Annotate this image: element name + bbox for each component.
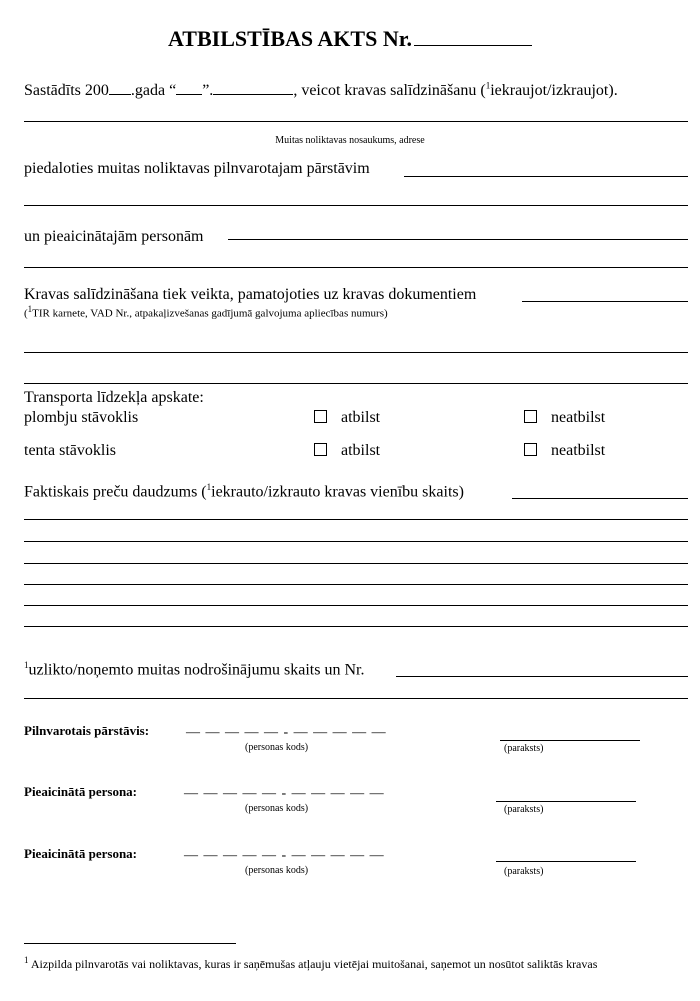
signature-caption-2: (paraksts) (504, 804, 544, 815)
quantity-label: Faktiskais preču daudzums ($^1$iekrauto/izkrauto kravas vienību skaits) (24, 482, 464, 501)
personal-code-field-1[interactable]: — — — — — - — — — — — (186, 725, 387, 740)
personal-code-caption-2: (personas kods) (245, 803, 309, 814)
tent-condition-label: tenta stāvoklis (24, 442, 116, 459)
personal-code-caption-1: (personas kods) (245, 742, 309, 753)
documents-label: Kravas salīdzināšana tiek veikta, pamatojoties uz kravas dokumentiem (24, 286, 477, 303)
documents-note: ($^1$TIR karnete, VAD Nr., atpakaļizvešanas gadījumā galvojuma apliecības numurs) (24, 304, 388, 320)
tent-not-ok-checkbox[interactable] (524, 443, 537, 456)
footnote-separator (24, 943, 236, 944)
signature-line-2[interactable] (496, 801, 636, 802)
document-title: ATBILSTĪBAS AKTS Nr. (0, 26, 700, 52)
documents-extra-line-1[interactable] (24, 352, 688, 353)
invited-label: un pieaicinātajām personām (24, 228, 204, 245)
act-number-field[interactable] (414, 27, 532, 46)
invited-field-line[interactable] (228, 239, 688, 240)
seals-field-line[interactable] (396, 676, 688, 677)
documents-extra-line-2[interactable] (24, 383, 688, 384)
signature-caption-1: (paraksts) (504, 743, 544, 754)
personal-code-field-3[interactable]: — — — — — - — — — — — (184, 848, 385, 863)
month-field[interactable] (213, 80, 293, 95)
signature-line-1[interactable] (500, 740, 640, 741)
quantity-line-3[interactable] (24, 563, 688, 564)
quantity-line-4[interactable] (24, 584, 688, 585)
signature-role-3: Pieaicinātā persona: (24, 846, 138, 861)
year-field[interactable] (109, 80, 131, 95)
quantity-line-6[interactable] (24, 626, 688, 627)
quantity-line-2[interactable] (24, 541, 688, 542)
representative-label: piedaloties muitas noliktavas pilnvarotajam pārstāvim (24, 160, 370, 177)
representative-extra-line[interactable] (24, 205, 688, 206)
signature-role-2: Pieaicinātā persona: (24, 784, 138, 799)
personal-code-field-2[interactable]: — — — — — - — — — — — (184, 786, 385, 801)
inspection-heading: Transporta līdzekļa apskate: (24, 389, 204, 406)
quantity-field-line[interactable] (512, 498, 688, 499)
seal-not-ok-option[interactable]: neatbilst (524, 409, 605, 427)
quantity-line-5[interactable] (24, 605, 688, 606)
seal-ok-option[interactable]: atbilst (314, 409, 380, 427)
footnote: $^1$ Aizpilda pilnvarotās vai noliktavas, kuras ir saņēmušas atļauju vietējai muitošanai, saņemot un nosūtot saliktās kravas (24, 955, 598, 971)
signature-caption-3: (paraksts) (504, 866, 544, 877)
tent-ok-checkbox[interactable] (314, 443, 327, 456)
warehouse-field-line[interactable] (24, 121, 688, 122)
representative-field-line[interactable] (404, 176, 688, 177)
tent-not-ok-option[interactable]: neatbilst (524, 442, 605, 460)
seal-ok-checkbox[interactable] (314, 410, 327, 423)
documents-field-line[interactable] (522, 301, 688, 302)
day-field[interactable] (176, 80, 202, 95)
personal-code-caption-3: (personas kods) (245, 865, 309, 876)
seal-condition-label: plombju stāvoklis (24, 409, 139, 426)
signature-line-3[interactable] (496, 861, 636, 862)
seal-not-ok-checkbox[interactable] (524, 410, 537, 423)
signature-role-1: Pilnvarotais pārstāvis: (24, 723, 150, 738)
seals-label: $^1$uzlikto/noņemto muitas nodrošinājumu skaits un Nr. (24, 660, 365, 679)
warehouse-caption: Muitas noliktavas nosaukums, adrese (275, 135, 425, 146)
tent-ok-option[interactable]: atbilst (314, 442, 380, 460)
quantity-line-1[interactable] (24, 519, 688, 520)
compiled-line: Sastādīts 200 .gada “ ”. , veicot kravas salīdzināšanu ($^1$iekraujot/izkraujot). (24, 80, 618, 99)
seals-extra-line[interactable] (24, 698, 688, 699)
invited-extra-line[interactable] (24, 267, 688, 268)
